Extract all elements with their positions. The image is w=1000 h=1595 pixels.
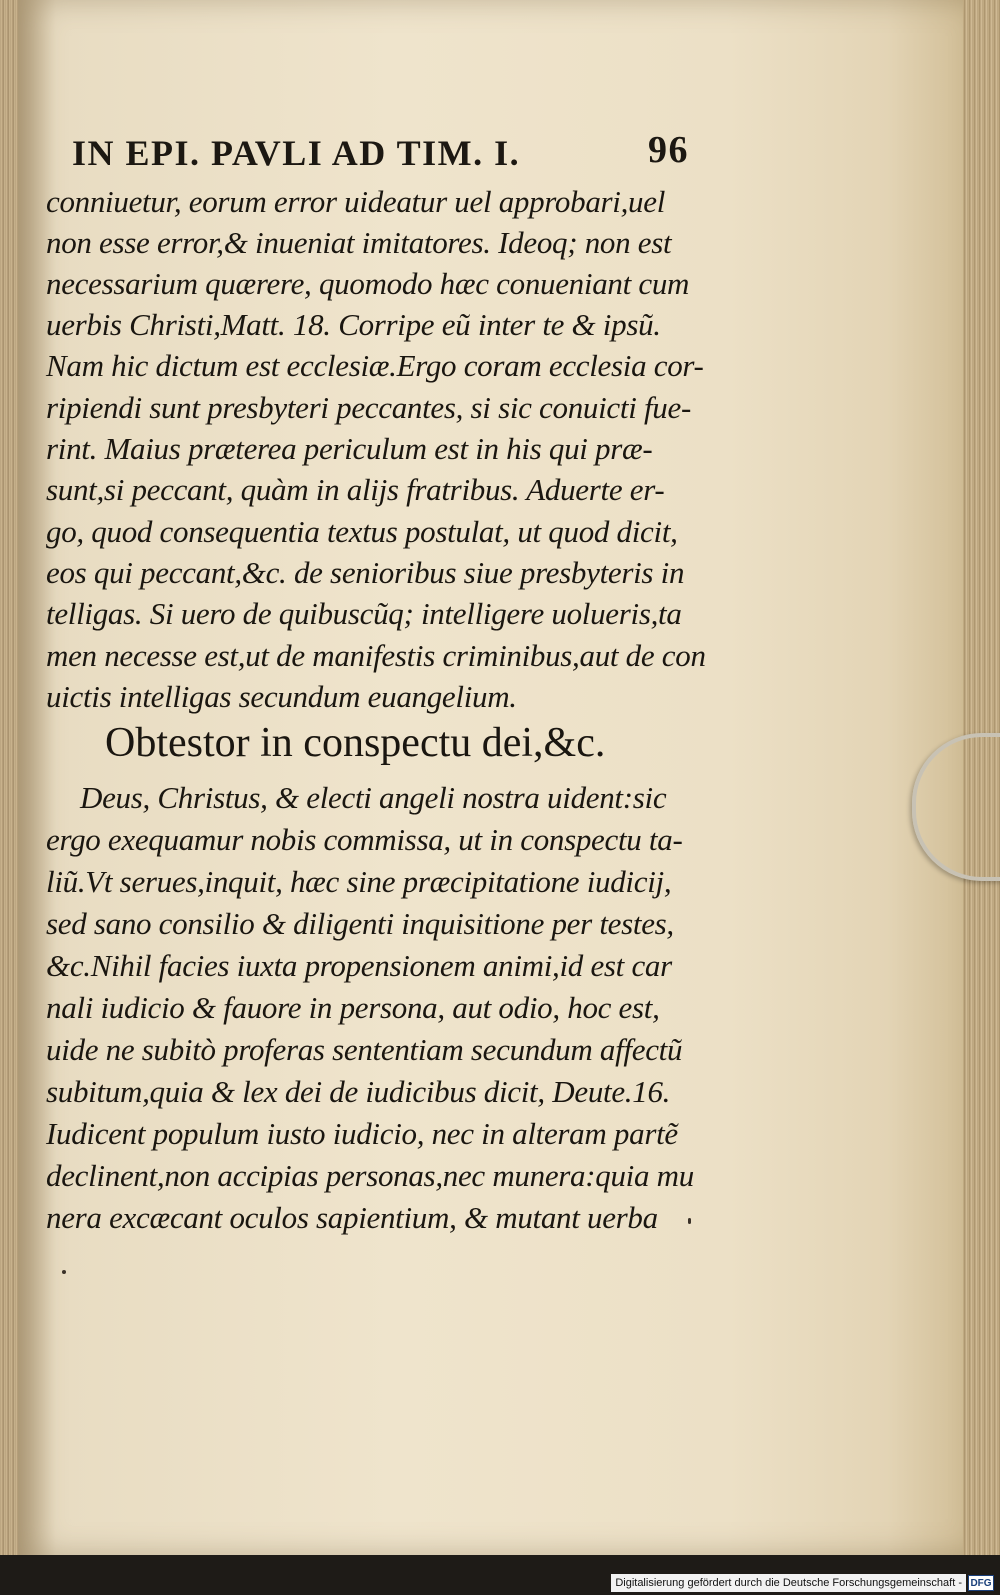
text-line: ergo exequamur nobis commissa, ut in conspectu ta-: [46, 822, 683, 857]
text-line: necessarium quærere, quomodo hæc conueniant cum: [46, 266, 690, 301]
running-head: [72, 129, 712, 182]
dfg-logo-icon: DFG: [968, 1575, 994, 1591]
text-line: rint. Maius præterea periculum est in his qui præ-: [46, 431, 653, 466]
text-line: uictis intelligas secundum euangelium.: [46, 679, 517, 714]
text-line: uerbis Christi,Matt. 18. Corripe eũ inter te & ipsũ.: [46, 307, 661, 342]
text-line: uide ne subitò proferas sententiam secundum affectũ: [46, 1032, 683, 1067]
text-line: conniuetur, eorum error uideatur uel approbari,uel: [46, 184, 666, 219]
page-number: 96: [648, 129, 689, 171]
text-line: ripiendi sunt presbyteri peccantes, si sic conuicti fue-: [46, 390, 691, 425]
section-heading: Obtestor in conspectu dei,&c.: [105, 720, 606, 766]
text-line: eos qui peccant,&c. de senioribus siue presbyteris in: [46, 555, 685, 590]
text-line: non esse error,& inueniat imitatores. Ideoq; non est: [46, 225, 672, 260]
text-line: sunt,si peccant, quàm in alijs fratribus. Aduerte er-: [46, 472, 665, 507]
text-line: subitum,quia & lex dei de iudicibus dicit, Deute.16.: [46, 1074, 671, 1109]
text-line: Nam hic dictum est ecclesiæ.Ergo coram ecclesia cor-: [46, 348, 704, 383]
text-line: Deus, Christus, & electi angeli nostra uident:sic: [80, 780, 667, 815]
text-line: &c.Nihil facies iuxta propensionem animi,id est car: [46, 948, 672, 983]
text-line: sed sano consilio & diligenti inquisitione per testes,: [46, 906, 674, 941]
text-line: liũ.Vt serues,inquit, hæc sine præcipitatione iudicij,: [46, 864, 672, 899]
text-line: nera excæcant oculos sapientium, & mutant uerba: [46, 1200, 658, 1235]
ink-speck: [688, 1218, 691, 1224]
text-line: declinent,non accipias personas,nec munera:quia mu: [46, 1158, 694, 1193]
text-line: Iudicent populum iusto iudicio, nec in alteram partẽ: [46, 1116, 678, 1151]
running-head-title: IN EPI. PAVLI AD TIM. I.: [72, 133, 521, 173]
digitization-credit: Digitalisierung gefördert durch die Deutsche Forschungsgemeinschaft -: [611, 1574, 966, 1592]
text-line: go, quod consequentia textus postulat, ut quod dicit,: [46, 514, 678, 549]
ink-speck: [62, 1270, 66, 1274]
text-line: nali iudicio & fauore in persona, aut odio, hoc est,: [46, 990, 660, 1025]
text-line: men necesse est,ut de manifestis criminibus,aut de con: [46, 638, 706, 673]
text-line: telligas. Si uero de quibuscũq; intelligere uolueris,ta: [46, 596, 682, 631]
